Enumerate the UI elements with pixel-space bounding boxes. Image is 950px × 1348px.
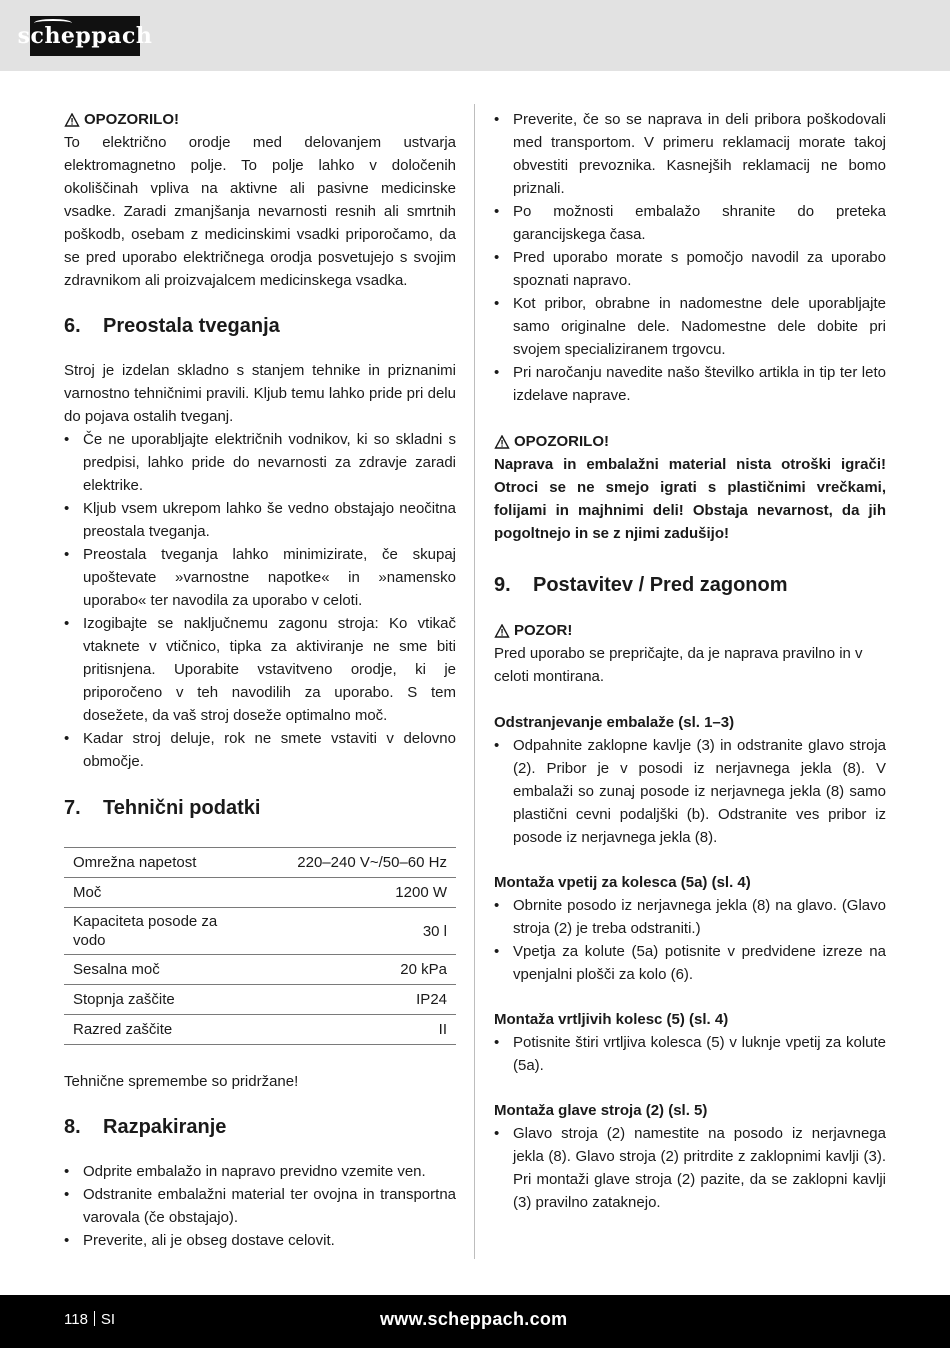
header-bar [0,0,950,71]
list-item: • Vpetja za kolute (5a) potisnite v predvidene izreze na vpenjalni plošči za kolo (6). [494,940,886,986]
table-row [64,878,456,908]
table-cell-value: 20 kPa [247,955,456,985]
column-divider [474,104,475,1259]
table-row [64,908,456,955]
section-intro: Stroj je izdelan skladno s stanjem tehnike in priznanimi varnostno tehničnimi pravili. Kljub temu lahko pride pri delu do pojava ostalih tveganj. [64,362,456,425]
table-cell-value: II [247,1015,456,1045]
section-heading: 6. Preostala tveganja [64,315,280,337]
table-cell-label: Omrežna napetost [64,848,247,878]
subsection-heading: Montaža glave stroja (2) (sl. 5) [494,1102,708,1119]
list-item: • Kljub vsem ukrepom lahko še vedno obstajajo neočitna preostala tveganja. [64,497,456,543]
technical-note: Tehnične spremembe so pridržane! [64,1073,299,1090]
scheppach-logo [17,16,153,56]
instruction-list [494,894,886,986]
table-row [64,1015,456,1045]
instruction-list [494,734,886,849]
table-row [64,955,456,985]
logo-text: scheppach [17,23,153,49]
table-row [64,848,456,878]
section-heading: 9. Postavitev / Pred zagonom [494,574,788,596]
list-item: • Odpahnite zaklopne kavlje (3) in odstranite glavo stroja (2). Pribor je v posodi iz nerjavnega jekla (8). V embalaži so zunaj posode iz nerjavnega jekla (8) samo plastični cevni podaljški (b). Odstranite ves pribor iz posode iz nerjavnega jekla (8). [494,734,886,849]
table-cell-value: IP24 [247,985,456,1015]
footer-bar [0,1295,950,1348]
subsection-heading: Montaža vrtljivih kolesc (5) (sl. 4) [494,1011,729,1028]
warning-triangle-icon [64,113,80,127]
list-item: • Odstranite embalažni material ter ovojna in transportna varovala (če obstajajo). [64,1183,456,1229]
warning-text: To električno orodje med delovanjem ustvarja elektromagnetno polje. To polje lahko v določenih okoliščinah vpliva na aktivne ali pasivne medicinske vsadke. Zaradi zmanjšanja nevarnosti resnih ali smrtnih poškodb, osebam z medicinskimi vsadki priporočamo, da se pred uporabo električnega orodja posvetujejo s svojim zdravnikom ali proizvajalcem medicinskega vsadka. [64,134,456,289]
section-heading: 7. Tehnični podatki [64,797,261,819]
unpacking-list-continued [494,108,886,407]
table-cell-value: 220–240 V~/50–60 Hz [247,848,456,878]
instruction-list [494,1031,886,1077]
table-cell-value: 30 l [247,908,456,955]
warning-triangle-icon [494,624,510,638]
subsection-heading: Odstranjevanje embalaže (sl. 1–3) [494,714,735,731]
table-cell-label: Stopnja zaščite [64,985,247,1015]
section-heading: 8. Razpakiranje [64,1116,227,1138]
table-row [64,985,456,1015]
unpacking-list [64,1160,456,1252]
instruction-list [494,1122,886,1214]
warning-text: Naprava in embalažni material nista otroški igrači! Otroci se ne smejo igrati s plastičnimi vrečkami, folijami in majhnimi deli! Obstaja nevarnost, da jih pogoltnejo in se z njimi zadušijo! [494,456,886,542]
list-item: • Izogibajte se naključnemu zagonu stroja: Ko vtikač vtaknete v vtičnico, tipka za aktiviranje ne sme biti pritisnjena. Uporabite vstavitveno orodje, ki je priporočeno v teh navodilih za uporabo. S tem dosežete, da vaš stroj doseže optimalno moč. [64,612,456,727]
list-item: • Pred uporabo morate s pomočjo navodil za uporabo spoznati napravo. [494,246,886,292]
caution-heading: POZOR! [494,619,886,642]
list-item: • Kot pribor, obrabne in nadomestne dele uporabljajte samo originalne dele. Nadomestne dele dobite pri svojem specializiranem trgovcu. [494,292,886,361]
warning-triangle-icon [494,435,510,449]
table-cell-label: Kapaciteta posode za vodo [64,908,247,955]
list-item: • Preverite, če so se naprava in deli pribora poškodovali med transportom. V primeru reklamacij morate takoj obvestiti prevoznika. Kasnejših reklamacij ne bomo priznali. [494,108,886,200]
table-cell-label: Moč [64,878,247,908]
list-item: • Odprite embalažo in napravo previdno vzemite ven. [64,1160,456,1183]
table-cell-value: 1200 W [247,878,456,908]
list-item: • Obrnite posodo iz nerjavnega jekla (8) na glavo. (Glavo stroja (2) je treba odstraniti.) [494,894,886,940]
list-item: • Če ne uporabljajte električnih vodnikov, ki so skladni s predpisi, lahko pride do nevarnosti za zdravje zaradi elektrike. [64,428,456,497]
list-item: • Kadar stroj deluje, rok ne smete vstaviti v delovno območje. [64,727,456,773]
left-column [64,108,456,1252]
website-url: www.scheppach.com [380,1309,568,1329]
caution-text: Pred uporabo se prepričajte, da je naprava pravilno in v celoti montirana. [494,645,863,685]
residual-risks-list [64,428,456,773]
warning-heading: OPOZORILO! [494,430,886,453]
list-item: • Glavo stroja (2) namestite na posodo iz nerjavnega jekla (8). Glavo stroja (2) pritrdite z zaklopnimi kavlji (3). Pri montaži glave stroja (2) pazite, da se zaklopni kavlji (3) pravilno zataknejo. [494,1122,886,1214]
table-cell-label: Sesalna moč [64,955,247,985]
page-number: 118 SI [64,1311,116,1328]
list-item: • Preverite, ali je obseg dostave celovit. [64,1229,456,1252]
list-item: • Pri naročanju navedite našo številko artikla in tip ter leto izdelave naprave. [494,361,886,407]
table-cell-label: Razred zaščite [64,1015,247,1045]
list-item: • Preostala tveganja lahko minimizirate, če skupaj upoštevate »varnostne napotke« in »namensko uporabo« ter navodila za uporabo v celoti. [64,543,456,612]
list-item: • Po možnosti embalažo shranite do preteka garancijskega časa. [494,200,886,246]
warning-heading: OPOZORILO! [64,108,456,131]
subsection-heading: Montaža vpetij za kolesca (5a) (sl. 4) [494,874,751,891]
right-column [494,108,886,1214]
technical-data-table [64,847,456,1045]
list-item: • Potisnite štiri vrtljiva kolesca (5) v luknje vpetij za kolute (5a). [494,1031,886,1077]
